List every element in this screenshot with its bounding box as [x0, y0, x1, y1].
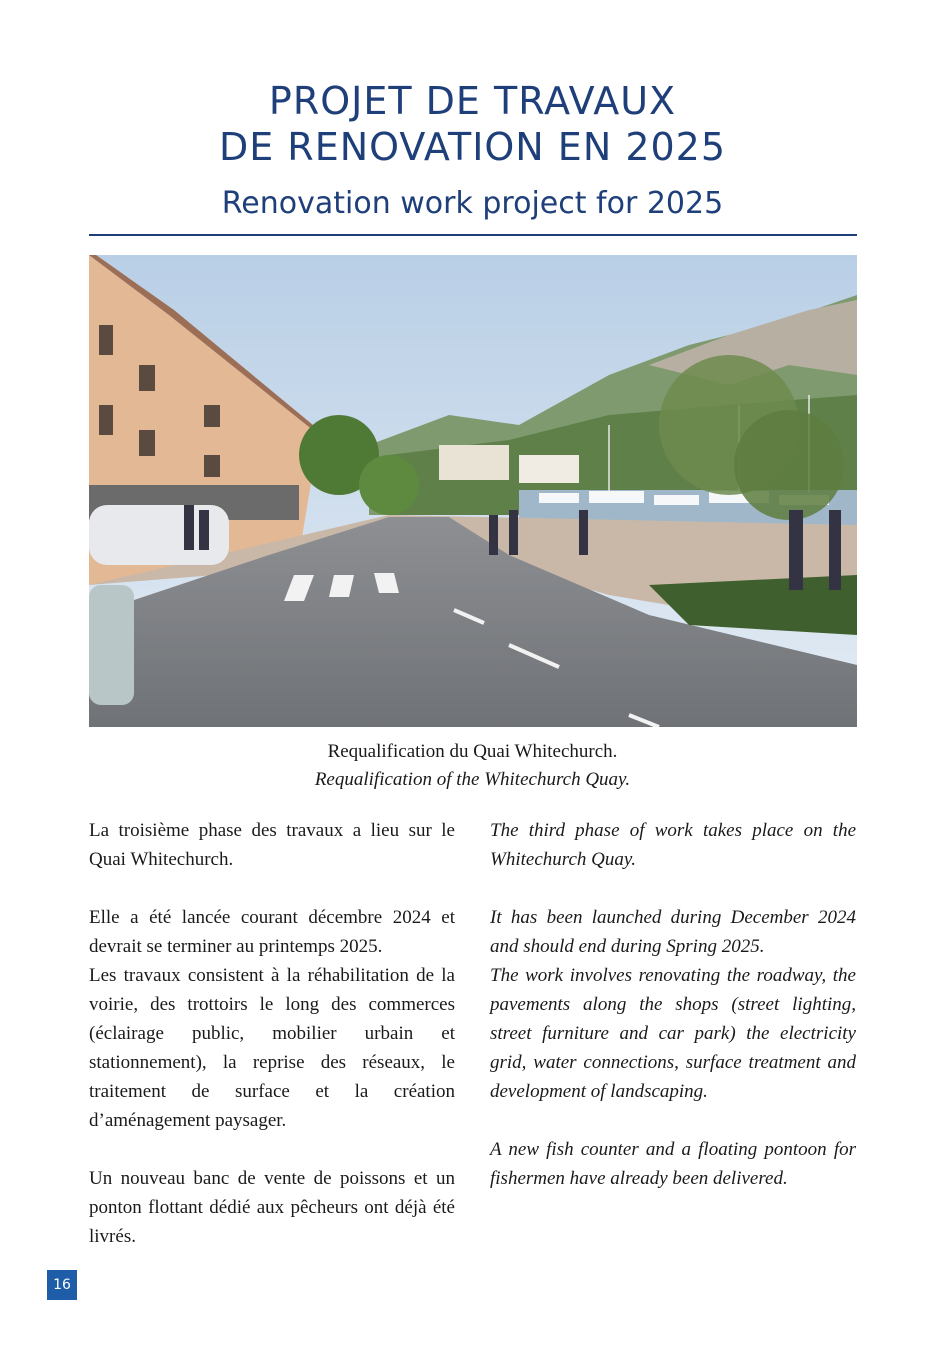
page-title: [0, 78, 945, 170]
paragraph-fr-4: Un nouveau banc de vente de poissons et un ponton flottant dédié aux pêcheurs ont déjà été livrés.: [89, 1168, 455, 1247]
title-divider: [89, 234, 857, 236]
paragraph-en-3: The work involves renovating the roadway, the pavements along the shops (street lighting, street furniture and car park) the electricity grid, water connections, surface treatment and development of landscaping.: [490, 965, 856, 1102]
page-subtitle: Renovation work project for 2025: [221, 186, 724, 221]
paragraph-fr-1: La troisième phase des travaux a lieu sur le Quai Whitechurch.: [89, 820, 455, 870]
english-text-column: [490, 816, 856, 1193]
caption-english: Requalification of the Whitechurch Quay.: [314, 769, 631, 790]
title-line-2: DE RENOVATION EN 2025: [218, 125, 727, 169]
paragraph-fr-2: Elle a été lancée courant décembre 2024 et devrait se terminer au printemps 2025.: [89, 907, 455, 957]
title-line-1: PROJET DE TRAVAUX: [268, 79, 677, 123]
paragraph-en-4: A new fish counter and a floating pontoon for fishermen have already been delivered.: [490, 1139, 856, 1189]
paragraph-en-1: The third phase of work takes place on the Whitechurch Quay.: [490, 820, 856, 870]
french-text-column: [89, 816, 455, 1251]
paragraph-en-2: It has been launched during December 2024 and should end during Spring 2025.: [490, 907, 856, 957]
page-number-badge: 16: [47, 1270, 77, 1300]
quay-rendering-image: [89, 255, 857, 727]
image-caption: [0, 738, 945, 794]
caption-french: Requalification du Quai Whitechurch.: [327, 741, 618, 762]
paragraph-fr-3: Les travaux consistent à la réhabilitation de la voirie, des trottoirs le long des commerces (éclairage public, mobilier urbain et stationnement), la reprise des réseaux, le traitement de surface et la création d’aménagement paysager.: [89, 965, 455, 1131]
